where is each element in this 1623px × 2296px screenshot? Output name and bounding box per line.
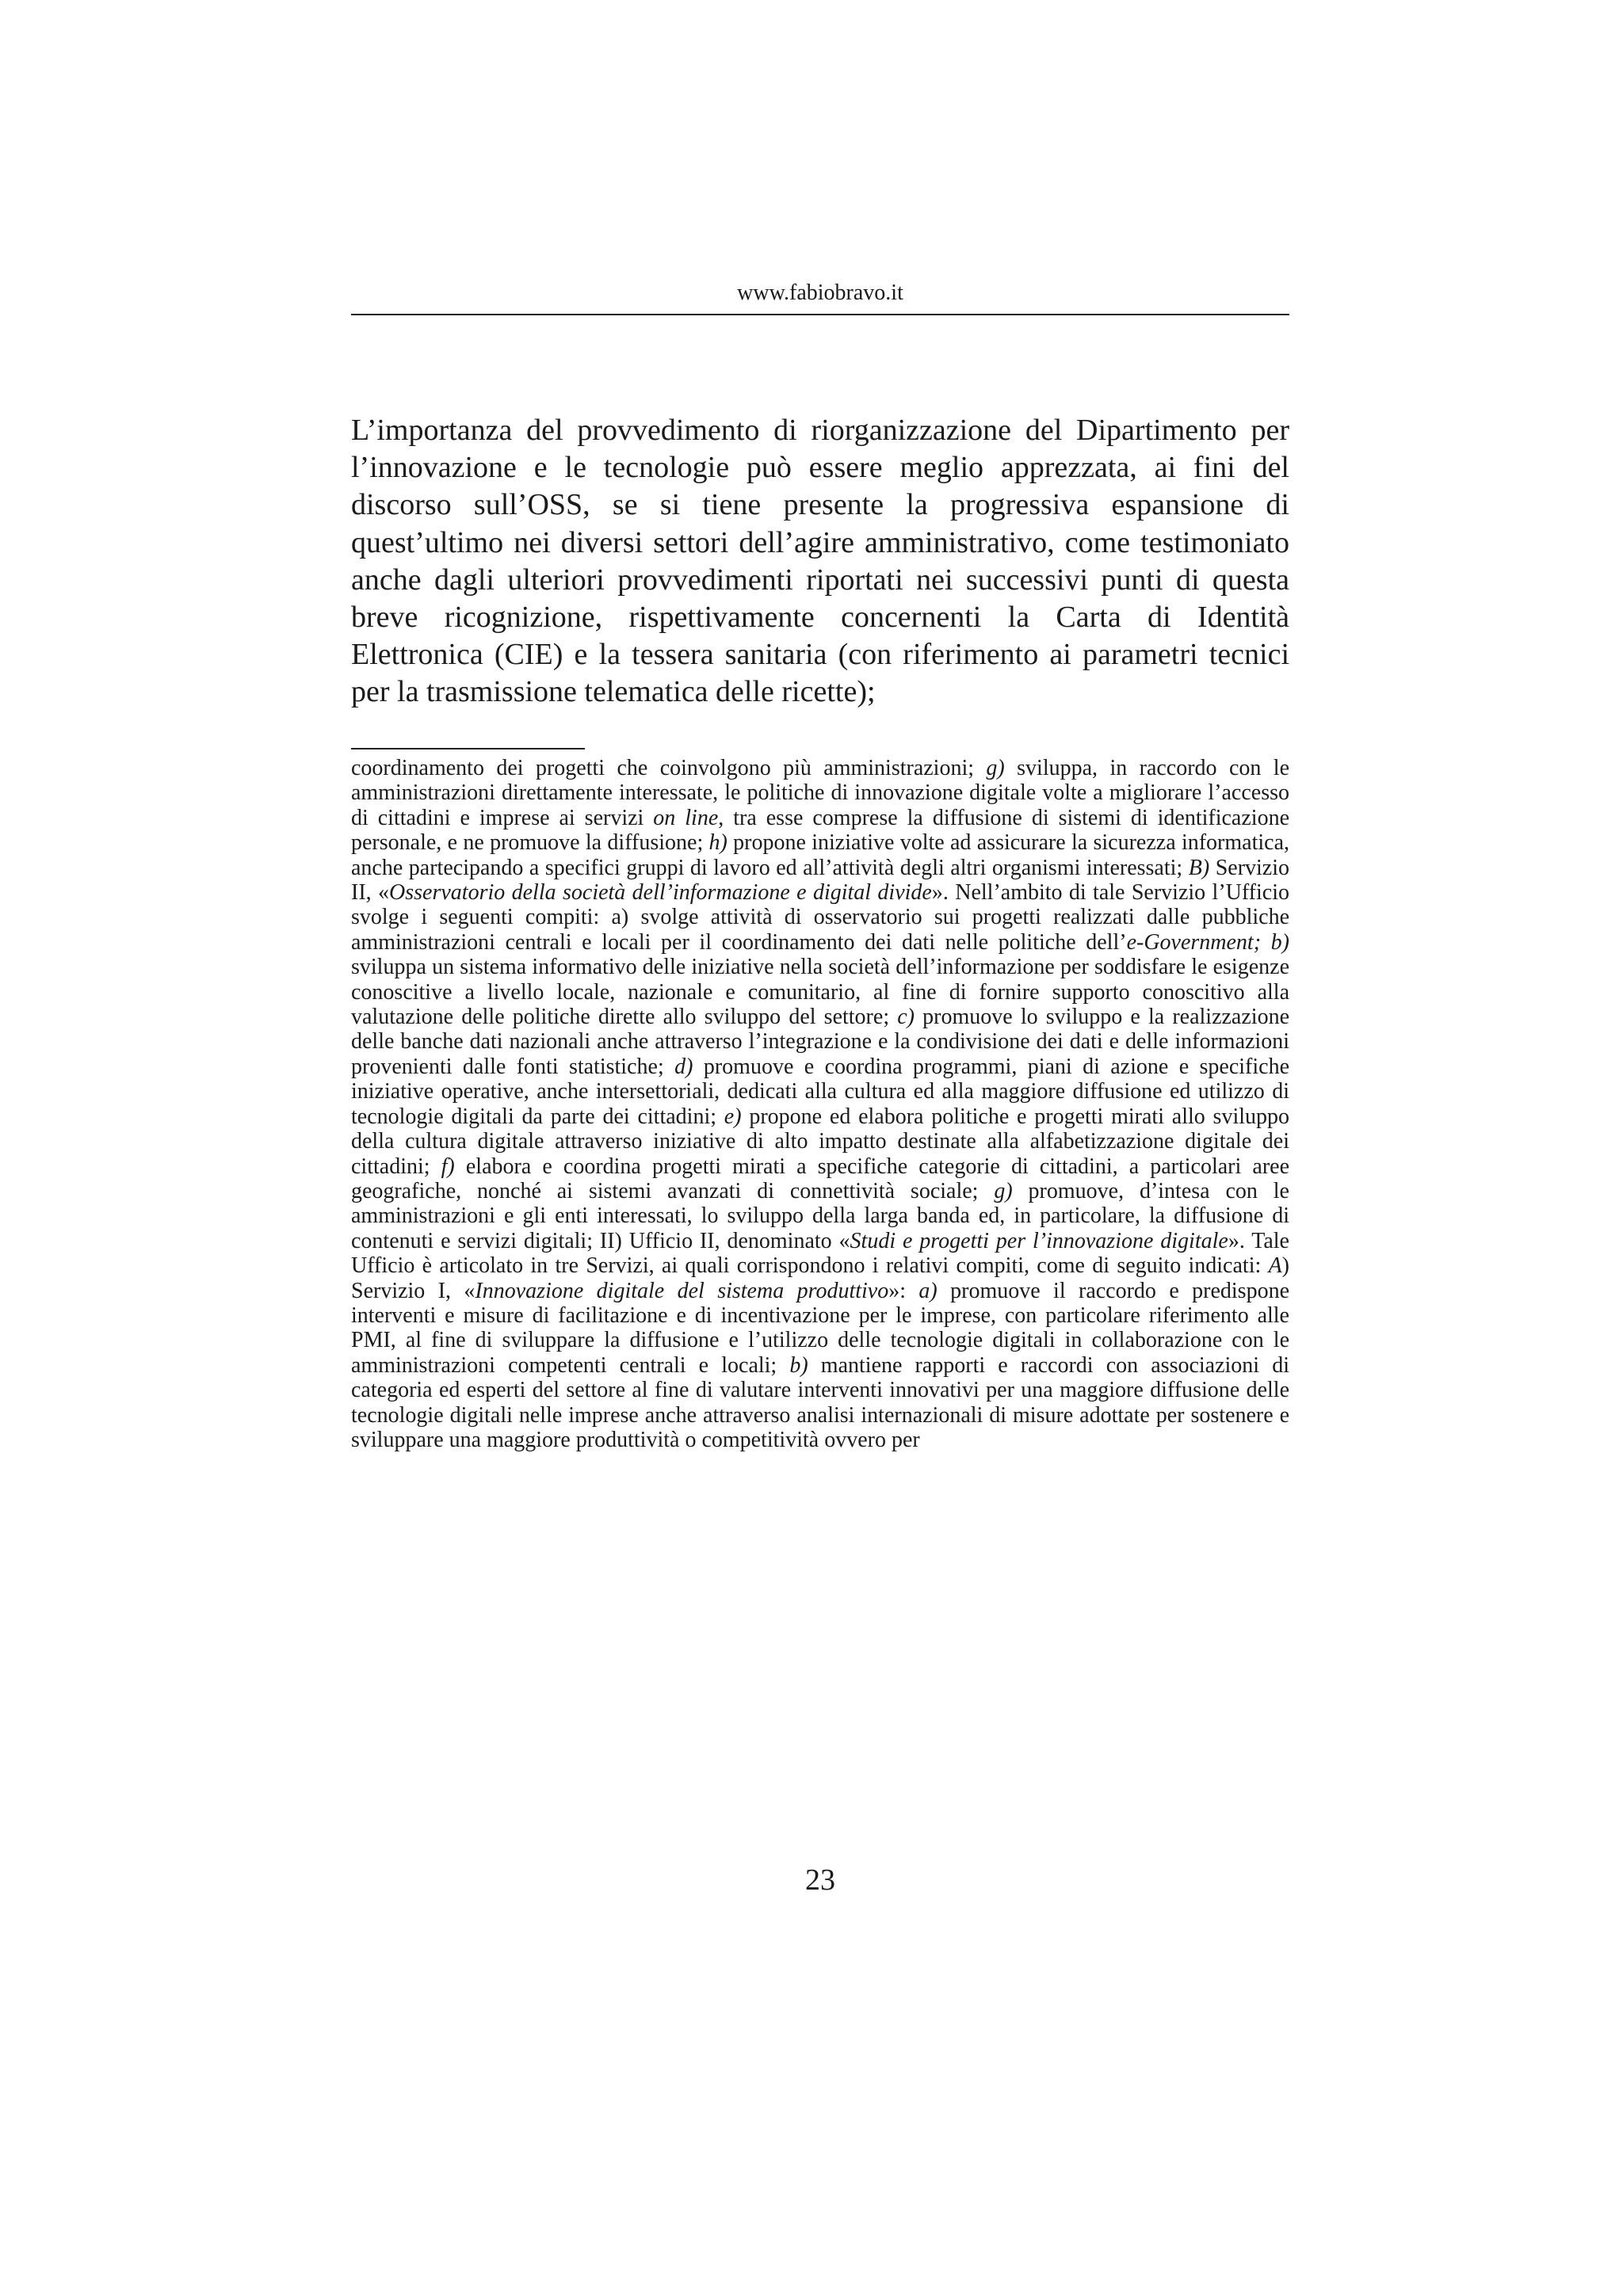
footnote-segment: propone ed elabora politiche e progetti mirati allo sviluppo della cultura digitale attraverso iniziative di alto impatto destinate alla alfabetizzazione digitale dei cittadini; [351,1104,1289,1179]
footnote-italic-segment: c) [897,1005,915,1030]
footnote-italic-segment: h) [708,830,727,856]
footnote-italic-segment: a) [918,1278,938,1303]
footnote-segment: elabora e coordina progetti mirati a specifiche categorie di cittadini, a particolari aree geografiche, nonché ai sistemi avanzati di connettività sociale; [351,1154,1290,1203]
header-divider [351,314,1289,315]
footnote-italic-segment: g) [986,756,1005,780]
footnote-segment: ». Nell’ambito di tale Servizio l’Ufficio svolge i seguenti compiti: a) svolge attività di osservatorio sui progetti realizzati dalle pubbliche amministrazioni centrali e locali per il coordinamento dei dati nelle politiche dell’ [351,880,1289,955]
footnote-segment: promuove lo sviluppo e la realizzazione delle banche dati nazionali anche attraverso l’integrazione e la condivisione dei dati e delle informazioni provenienti dalle fonti statistiche; [351,1005,1289,1079]
footnote-italic-segment: e-Government; b) [1126,929,1289,955]
footnote-italic-segment: on line [653,805,719,830]
footnote-italic-segment: f) [441,1154,455,1179]
header-url: www.fabiobravo.it [737,280,903,305]
page-number: 23 [805,1863,835,1897]
footnote-segment: Servizio II, « [351,855,1290,906]
body-paragraph: L’importanza del provvedimento di riorganizzazione del Dipartimento per l’innovazione e le tecnologie può essere meglio apprezzata, ai fini del discorso sull’OSS, se si tiene presente la progressiva espansione di quest’ultimo nei diversi settori dell’agire amministrativo, come testimoniato anche dagli ulteriori provvedimenti riportati nei successivi punti di questa breve ricognizione, rispettivamente concernenti la Carta di Identità Elettronica (CIE) e la tessera sanitaria (con riferimento ai parametri tecnici per la trasmissione telematica delle ricette); [351,414,1289,709]
footnote-segment: ) Servizio I, « [351,1253,1289,1303]
footnote-italic-segment: e) [724,1104,742,1129]
footnote-segment: propone iniziative volte ad assicurare la sicurezza informatica, anche partecipando a specifici gruppi di lavoro ed all’attività degli altri organismi interessati; [351,830,1289,880]
footnote-segment: , tra esse comprese la diffusione di sistemi di identificazione personale, e ne promuove la diffusione; [351,805,1289,856]
footnote-italic-segment: Innovazione digitale del sistema produttivo [475,1278,889,1303]
footnote-segment: mantiene rapporti e raccordi con associazioni di categoria ed esperti del settore al fine di valutare interventi innovativi per una maggiore diffusione delle tecnologie digitali nelle imprese anche attraverso analisi internazionali di misure adottate per sostenere e sviluppare una maggiore produttività o competitività ovvero per [351,1352,1289,1452]
footnote-italic-segment: B) [1188,855,1210,880]
footnote-segment: sviluppa, in raccordo con le amministrazioni direttamente interessate, le politiche di innovazione digitale volte a migliorare l’accesso di cittadini e imprese ai servizi [351,756,1289,830]
footnote-divider [351,748,585,749]
footnote-italic-segment: Osservatorio della società dell’informazione e digital divide [389,880,932,906]
footnote-italic-segment: A [1268,1253,1282,1279]
footnote-segment: promuove e coordina programmi, piani di azione e specifiche iniziative operative, anche intersettoriali, dedicati alla cultura ed alla maggiore diffusione ed utilizzo di tecnologie digitali da parte dei cittadini; [351,1054,1290,1129]
footnote-segment: coordinamento dei progetti che coinvolgono più amministrazioni; [351,756,987,780]
footnote-text [351,756,1289,1452]
footnote-segment: sviluppa un sistema informativo delle iniziative nella società dell’informazione per soddisfare le esigenze conoscitive a livello locale, nazionale e comunitario, al fine di fornire supporto conoscitivo alla valutazione delle politiche dirette allo sviluppo del settore; [351,955,1289,1030]
footnote-italic-segment: b) [789,1352,808,1378]
footnote-italic-segment: d) [674,1054,693,1079]
footnote-italic-segment: g) [994,1178,1013,1203]
footnote-segment: ». Tale Ufficio è articolato in tre Servizi, ai quali corrispondono i relativi compiti, come di seguito indicati: [351,1228,1289,1279]
footnote-segment: promuove, d’intesa con le amministrazioni e gli enti interessati, lo sviluppo della larga banda ed, in particolare, la diffusione di contenuti e servizi digitali; II) Ufficio II, denominato « [351,1178,1289,1253]
footnote-italic-segment: Studi e progetti per l’innovazione digitale [850,1228,1228,1253]
footnote-segment: promuove il raccordo e predispone interventi e misure di facilitazione e di incentivazione per le imprese, con particolare riferimento alle PMI, al fine di sviluppare la diffusione e l’utilizzo delle tecnologie digitali in collaborazione con le amministrazioni competenti centrali e locali; [351,1278,1289,1378]
footnote-segment: »: [888,1278,919,1303]
